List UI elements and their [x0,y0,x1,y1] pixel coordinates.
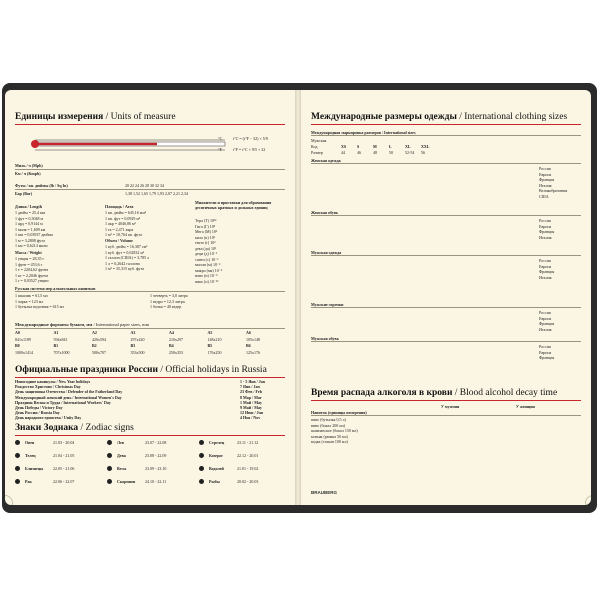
volume-row: 1 м³ = 35,315 куб. фута [105,266,144,271]
area-title: Площадь / Area [105,204,134,209]
zodiac-5-icon [107,453,112,458]
zodiac-name: Козерог [209,453,224,458]
paper-cell: A5 [207,330,213,335]
country-label: Франция [539,177,555,182]
alcohol-col-head: Напиток (единицы измерения) [311,410,367,415]
section-title: Мужская одежда [311,250,342,255]
divider [15,328,285,329]
country-label: Россия [539,166,551,171]
multipliers-title: Множители и приставки для образования десятичных кратных и дольных единиц [195,200,272,210]
zodiac-dates: 23.08 - 22.09 [145,453,167,458]
section-title: Мужские сорочки [311,302,344,307]
fahrenheit-label: °F [218,147,222,152]
divider [15,291,285,292]
prefix-row: деци (д) 10⁻¹ [195,251,218,256]
wine-row: 1 шкалик = 61,5 мл [15,293,48,298]
wine-row: 1 чарка = 123 мл [15,298,44,304]
prefix-row: Тера (Т) 10¹² [195,218,217,223]
divider [311,135,581,136]
wine-row: 1 бутылка водочная = 615 мл [15,304,65,309]
size-value: 48 [373,150,377,155]
code-label: Код [311,144,318,149]
zodiac-dates: 23.11 - 21.12 [237,440,259,445]
size-value: 52-54 [405,150,415,155]
length-row: 1 мм = 0,03937 дюйма [15,232,53,237]
zodiac-name: Рыбы [209,479,220,484]
formula-2: t°F = t°C × 9/5 + 32 [233,147,266,152]
paper-cell: A6 [246,330,251,335]
country-label: США [539,193,549,199]
paper-cell: 148x210 [207,336,222,342]
holiday-name: День защитника Отечества / Defender of the Fatherland Day [15,389,123,395]
holiday-date: 1 - 5 Янв / Jan [240,379,266,384]
zodiac-title: Знаки Зодиака / Zodiac signs [15,423,134,433]
paper-cell: B1 [53,343,59,348]
drink-name: пиво (бутылка 0,5 л) [311,417,346,422]
divider [311,255,581,256]
drink-name: вино (бокал 200 мл) [311,422,346,428]
zodiac-8-icon [107,466,112,471]
kmph-label: Км / ч (Kmph) [15,171,41,176]
men-label: Мужская [311,138,327,143]
mass-row: 1 фунт = 453,6 г [15,261,43,267]
length-title: Длина / Length [15,204,42,209]
volume-row: 1 л = 0,2642 галлона [105,260,140,266]
left-page [5,90,295,505]
zodiac-name: Лев [117,440,124,445]
zodiac-name: Водолей [209,466,224,471]
paper-cell: A3 [130,330,136,335]
country-label: Франция [539,229,555,234]
holiday-date: 9 Май / May [240,405,262,410]
length-row: 1 ярд = 0,9144 м [15,221,43,226]
country-label: Италия [539,234,552,240]
zodiac-dates: 22.12 - 20.01 [237,453,259,458]
size-code: XL [405,144,411,149]
area-row: 1 кв. дюйм = 645,16 мм² [105,210,147,215]
paper-title: Международные форматы бумаги, мм / International paper sizes, mm [15,322,150,327]
mph-label: Миль / ч (Mph) [15,163,43,168]
divider [15,189,285,190]
zodiac-dates: 22.05 - 21.06 [53,466,75,471]
divider [311,163,581,164]
area-row: 1 м² = 10,764 кв. фута [105,232,142,237]
volume-row: 1 куб. дюйм = 16,387 см³ [105,244,148,249]
units-rule [15,124,285,125]
country-label: Франция [539,355,555,360]
prefix-row: микро (мк) 10⁻⁶ [195,267,223,273]
prefix-row: нано (н) 10⁻⁹ [195,273,218,278]
zodiac-name: Дева [117,453,126,458]
paper-cell: B6 [246,343,251,348]
zodiac-dates: 20.02 - 20.03 [237,479,259,484]
right-page [301,90,591,505]
country-label: Италия [539,182,552,188]
page-corner [585,495,591,505]
zodiac-name: Весы [117,466,127,471]
size-code: XXL [421,144,430,149]
prefix-row: гекто (г) 10² [195,240,216,245]
length-row: 1 миля = 1,609 км [15,226,46,232]
wine-row: 1 ведро = 12,3 литра [150,298,185,304]
brand-logo: BRAUBERG [311,490,338,495]
size-value: 50 [389,150,393,155]
holiday-name: Новогодние каникулы / New Year holidays [15,379,91,384]
area-row: 1 кв. фут = 0,0929 м² [105,215,141,221]
zodiac-3-icon [199,440,204,445]
clothing-title: Международные размеры одежды / International clothing sizes [311,112,568,122]
drink-name: шампанское (бокал 150 мл) [311,428,358,433]
holiday-name: Международный женский день / International Women's Day [15,394,122,400]
prefix-row: милли (м) 10⁻³ [195,262,221,267]
holiday-name: День народного единства / Unity Day [15,415,82,421]
paper-cell: 297x420 [130,336,145,342]
paper-cell: A4 [169,330,174,335]
zodiac-grid [15,440,285,496]
bar-label: Бар (Bar) [15,191,32,196]
prefix-row: Мега (М) 10⁶ [195,229,218,234]
country-label: Италия [539,274,552,280]
holidays-title: Официальные праздники России / Official holidays in Russia [15,365,267,375]
wine-row: 1 бочка = 40 ведер [150,304,182,309]
paper-cell: 1000x1414 [15,349,33,355]
drink-name: водка (стакан 100 мл) [311,439,348,444]
length-row: 1 км = 0,6214 мили [15,243,48,248]
paper-cell: 500x707 [92,349,106,355]
zodiac-9-icon [199,466,204,471]
zodiac-name: Рак [25,479,32,484]
zodiac-10-icon [15,479,20,484]
formula-1: t°C = (t°F − 32) × 5/9 [233,136,268,141]
prefix-row: Гига (Г) 10⁹ [195,223,216,229]
paper-cell: 594x841 [53,336,68,342]
area-row: 1 акр = 4046,86 м² [105,221,136,226]
holiday-name: День России / Russia Day [15,410,60,416]
zodiac-7-icon [15,466,20,471]
volume-row: 1 галлон (США) = 3,785 л [105,255,150,260]
holiday-date: 7 Янв / Jan [240,384,260,390]
zodiac-dates: 21.04 - 21.05 [53,453,75,458]
holiday-date: 23 Фев / Feb [240,389,262,395]
zodiac-1-icon [15,440,20,445]
country-label: Россия [539,258,551,263]
divider [311,341,581,342]
country-label: Франция [539,321,555,326]
holiday-date: 1 Май / May [240,399,262,405]
paper-cell: A0 [15,330,20,335]
size-code: XS [341,144,347,149]
section-title: Мужская обувь [311,336,339,341]
zodiac-dates: 23.07 - 22.08 [145,440,167,445]
thermometer-scale [15,130,285,158]
paper-cell: 250x353 [169,349,183,355]
units-title: Единицы измерения / Units of measure [15,112,176,122]
alcohol-men-label: У мужчин [441,404,460,409]
section-title: Женская обувь [311,210,339,215]
holiday-name: День Победы / Victory Day [15,405,63,410]
volume-row: 1 куб. фут = 0,02832 м³ [105,249,145,255]
paper-cell: 125x176 [246,349,260,355]
divider [311,415,581,416]
clothing-rule [311,124,581,125]
paper-cell: 105x148 [246,336,260,342]
bar-values: 1,38 1,52 1,65 1,79 1,93 2,07 2,21 2,34 [125,191,188,196]
country-label: Европа [539,171,552,177]
paper-cell: 210x297 [169,336,183,342]
zodiac-dates: 22.06 - 22.07 [53,479,75,484]
length-row: 1 дюйм = 25,4 мм [15,210,46,215]
holiday-date: 12 Июн / Jun [240,410,264,416]
mass-title: Масса / Weight [15,250,42,255]
size-code: M [373,144,377,149]
paper-cell: 420x594 [92,336,106,342]
area-row: 1 га = 2,471 акра [105,226,134,232]
country-label: Россия [539,310,551,315]
zodiac-name: Овен [25,440,35,445]
zodiac-dates: 21.03 - 20.04 [53,440,75,445]
zodiac-dates: 24.10 - 22.11 [145,479,167,484]
alcohol-title: Время распада алкоголя в крови / Blood alcohol decay time [311,388,558,398]
size-value: 46 [357,150,361,155]
zodiac-11-icon [107,479,112,484]
paper-cell: B5 [207,343,213,348]
country-label: Европа [539,223,552,229]
mass-row: 1 кг = 2,2046 фунта [15,272,49,278]
prefix-row: дека (да) 10¹ [195,245,217,251]
length-row: 1 фут = 0,3048 м [15,215,44,221]
volume-title: Объем / Volume [105,238,133,243]
paper-cell: A2 [92,330,97,335]
country-label: Европа [539,315,552,321]
size-code: L [389,144,392,149]
paper-cell: 176x250 [207,349,222,355]
mass-row: 1 г = 0,03527 унции [15,278,49,283]
zodiac-2-icon [107,440,112,445]
zodiac-rule [15,435,285,436]
prefix-row: кило (к) 10³ [195,234,215,240]
mass-row: 1 т = 2204,62 фунта [15,267,49,272]
divider [15,169,285,170]
divider [311,307,581,308]
zodiac-6-icon [199,453,204,458]
pressure-lb-label: Футы / кв. дюймы (lb / Sq In) [15,183,68,188]
celsius-label: °C [218,136,223,141]
country-label: Италия [539,326,552,332]
zodiac-name: Близнецы [25,466,44,471]
pressure-lb-values: 20 22 24 26 28 30 32 34 [125,183,164,188]
holiday-date: 8 Мар / Mar [240,394,262,400]
drink-name: коньяк (рюмка 50 мл) [311,433,348,439]
size-label: Размер [311,150,323,155]
mass-row: 1 унция = 28,35 г [15,256,45,261]
paper-cell: B4 [169,343,174,348]
paper-cell: A1 [53,330,59,335]
section-title: Женская одежда [311,158,341,163]
wine-title: Русская система мер алкогольных напитков [15,286,96,291]
paper-cell: 841x1189 [15,336,31,342]
zodiac-12-icon [199,479,204,484]
alcohol-women-label: У женщин [516,404,535,409]
size-value: 56 [421,150,425,155]
prefix-row: пико (п) 10⁻¹² [195,278,219,284]
zodiac-dates: 23.09 - 23.10 [145,466,167,471]
paper-cell: B2 [92,343,97,348]
holidays-rule [15,377,285,378]
holiday-date: 4 Ноя / Nov [240,415,261,421]
country-label: Франция [539,269,555,274]
length-row: 1 м = 3,2808 фута [15,237,45,243]
country-label: Европа [539,349,552,355]
paper-cell: 707x1000 [53,349,70,355]
size-value: 44 [341,150,345,155]
country-label: Великобритания [539,188,568,193]
paper-cell: B3 [130,343,136,348]
zodiac-name: Скорпион [117,479,136,484]
zodiac-4-icon [15,453,20,458]
holiday-name: Рождество Христово / Christmas Day [15,384,81,390]
holiday-name: Праздник Весны и Труда / International Workers' Day [15,399,111,405]
wine-row: 1 четверть = 3,0 литра [150,293,188,298]
marking-title: Международная маркировка размеров / International sizes [311,130,416,135]
country-label: Россия [539,218,551,223]
paper-cell: 353x500 [130,349,145,355]
prefix-row: санти (с) 10⁻² [195,256,219,262]
zodiac-name: Телец [25,453,36,458]
zodiac-name: Стрелец [209,440,225,445]
page-corner [5,495,13,505]
divider [311,215,581,216]
zodiac-dates: 21.01 - 19.02 [237,466,259,471]
country-label: Россия [539,344,551,349]
alcohol-rule [311,400,581,401]
size-code: S [357,144,360,149]
country-label: Европа [539,263,552,269]
paper-cell: B0 [15,343,20,348]
